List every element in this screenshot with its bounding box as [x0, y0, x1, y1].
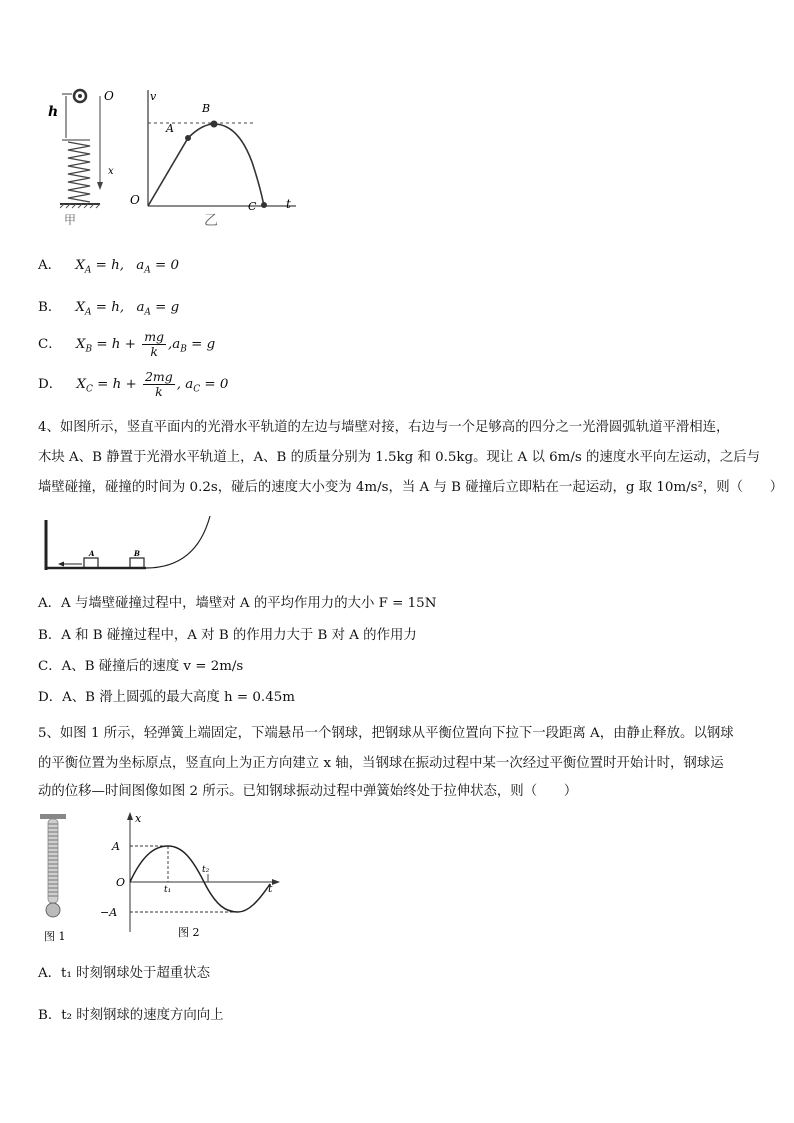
q4-option-d: D．A、B 滑上圆弧的最大高度 h = 0.45m [38, 690, 295, 705]
q5-fig2-x-label: x [135, 812, 142, 825]
q4-stem-line-2: 木块 A、B 静置于光滑水平轨道上，A、B 的质量分别为 1.5kg 和 0.5kg。现让 A 以 6m/s 的速度水平向左运动，之后与 [38, 450, 761, 465]
q3-fig-jia [48, 89, 114, 227]
q3-option-a [38, 254, 179, 276]
math-var: a [136, 300, 145, 315]
q5-fig1-label: 图 1 [44, 930, 66, 943]
q3-fig-O-left: O [104, 89, 114, 103]
q4-fig-B-label: B [134, 549, 140, 558]
fraction [143, 370, 175, 399]
math-rest: = g [186, 337, 216, 352]
q4-option-c: C．A、B 碰撞后的速度 v = 2m/s [38, 659, 244, 674]
q4-stem-line-3: 墙壁碰撞，碰撞的时间为 0.2s，碰后的速度大小变为 4m/s，当 A 与 B 碰撞后立即粘在一起运动，g 取 10m/s²，则（ ） [38, 480, 784, 495]
q3-fig-yi-label: 乙 [204, 213, 218, 229]
q5-fig2-A-label: A [112, 840, 120, 853]
q5-stem-line-3: 动的位移—时间图像如图 2 所示。已知钢球振动过程中弹簧始终处于拉伸状态，则（ ） [38, 784, 578, 799]
fraction-denominator: k [155, 384, 163, 399]
fraction [142, 330, 166, 359]
q3-fig-v-label: v [150, 90, 157, 103]
fraction-denominator: k [150, 344, 158, 359]
math-sub: B [85, 344, 93, 355]
q5-fig-1 [40, 814, 66, 943]
math-var: X [76, 377, 86, 392]
math-var: a [136, 258, 145, 273]
math-rest: = h + [92, 377, 137, 392]
math-var: X [75, 337, 86, 352]
block-a [84, 558, 98, 568]
q5-fig2-t-label: t [268, 882, 273, 895]
q3-fig-A-label: A [166, 122, 174, 135]
math-rest: ,a [168, 337, 181, 352]
q3-fig-x-label: x [108, 166, 114, 177]
q5-fig2-t1-label: t₁ [164, 885, 172, 895]
q3-fig-t-label: t [286, 197, 291, 211]
math-rest: = 0 [200, 377, 229, 392]
q5-stem-line-2: 的平衡位置为坐标原点，竖直向上为正方向建立 x 轴，当钢球在振动过程中某一次经过平衡位置时开始计时，钢球运 [38, 756, 724, 771]
option-letter: B． [38, 300, 62, 315]
fraction-numerator: mg [144, 329, 165, 344]
math-sub: A [85, 307, 92, 318]
math-sub: C [85, 384, 93, 395]
option-letter: D． [38, 377, 63, 392]
q4-option-b: B．A 和 B 碰撞过程中，A 对 B 的作用力大于 B 对 A 的作用力 [38, 628, 417, 643]
math-sub: B [180, 344, 187, 355]
option-letter: A． [38, 258, 62, 273]
q4-fig-A-label: A [89, 549, 95, 558]
q5-option-a: A．t₁ 时刻钢球处于超重状态 [38, 966, 210, 981]
block-b [130, 558, 144, 568]
q3-fig-O-label: O [130, 193, 140, 207]
q5-fig2-label: 图 2 [178, 926, 200, 939]
math-rest: = g [150, 300, 180, 315]
math-sub: A [84, 265, 92, 276]
math-rest: = 0 [150, 258, 180, 273]
q3-fig-h-label: h [48, 104, 59, 120]
q3-fig-C-label: C [248, 200, 257, 213]
math-sub: A [144, 265, 151, 276]
q5-option-b: B．t₂ 时刻钢球的速度方向向上 [38, 1008, 224, 1023]
q5-fig-2 [100, 812, 280, 939]
option-letter: C． [38, 337, 62, 352]
q5-stem-line-1: 5、如图 1 所示，轻弹簧上端固定，下端悬吊一个钢球，把钢球从平衡位置向下拉下一段距离 A，由静止释放。以钢球 [38, 726, 734, 741]
q5-figures [38, 810, 298, 946]
q3-figure [38, 82, 308, 230]
math-rest: = h, [91, 258, 124, 273]
q3-option-c [38, 330, 215, 359]
q3-fig-B-label: B [202, 102, 211, 115]
q5-fig2-O-label: O [116, 876, 126, 889]
arrow-left-icon [58, 562, 64, 567]
fraction-numerator: 2mg [144, 369, 173, 384]
math-rest: , a [176, 377, 194, 392]
q3-option-b [38, 296, 179, 318]
math-var: X [75, 300, 86, 315]
math-rest: = h + [92, 337, 136, 352]
q3-fig-jia-label: 甲 [64, 213, 77, 227]
math-rest: = h, [91, 300, 125, 315]
math-sub: A [144, 307, 151, 318]
q4-option-a: A．A 与墙壁碰撞过程中，墙壁对 A 的平均作用力的大小 F = 15N [38, 596, 437, 611]
q4-figure [38, 508, 218, 574]
q4-stem-line-1: 4、如图所示，竖直平面内的光滑水平轨道的左边与墙壁对接，右边与一个足够高的四分之一光滑圆弧轨道平滑相连， [38, 420, 730, 435]
q5-fig2-t2-label: t₂ [202, 865, 210, 875]
math-var: X [75, 258, 85, 273]
math-sub: C [193, 384, 201, 395]
q5-fig2-negA-label: −A [100, 906, 118, 919]
q3-option-d [38, 370, 228, 399]
q3-fig-yi [130, 90, 296, 229]
